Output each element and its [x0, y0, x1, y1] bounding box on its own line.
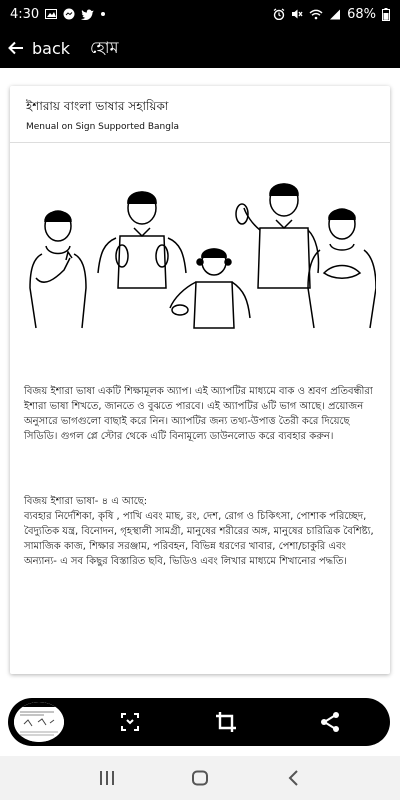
image-icon [45, 9, 57, 19]
mute-icon [291, 8, 303, 20]
recents-icon [98, 770, 116, 786]
info-card [10, 86, 390, 674]
share-button[interactable] [318, 710, 342, 734]
dot-icon [100, 11, 106, 17]
twitter-icon [81, 9, 94, 20]
share-icon [318, 710, 342, 734]
status-bar [0, 0, 400, 28]
system-nav-bar [0, 756, 400, 800]
crop-icon [214, 710, 238, 734]
card-title: ইশারায় বাংলা ভাষার সহায়িকা [26, 99, 169, 113]
alarm-icon [273, 8, 285, 20]
page-title: হোম [90, 37, 119, 57]
home-button[interactable] [188, 766, 212, 790]
back-button[interactable] [8, 39, 70, 58]
recents-button[interactable] [95, 766, 119, 790]
messenger-icon [63, 8, 75, 20]
battery-icon [382, 8, 390, 21]
signal-icon [329, 9, 341, 20]
arrow-left-icon [8, 41, 24, 55]
content-area [0, 68, 400, 696]
app-description: বিজয় ইশারা ভাষা একটি শিক্ষামূলক অ্যাপ। এই অ্যাপটির মাধ্যমে বাক ও শ্রবণ প্রতিবন্ধীরা ইশারা ভাষা শিখতে, জানতে ও বুঝতে পারবে। এই অ্যাপটির ৬টি ভাগ আছে। প্রয়োজন অনুসারে ভাগগুলো বাছাই করে নিন। অ্যাপটির জন্য তথ্য-উপাত্ত তৈরী করে দিয়েছে সিডিডি। গুগল প্লে স্টোর থেকে এটি বিনামূল্যে ডাউনলোড করে ব্যবহার করুন। [24, 386, 373, 442]
bottom-toolbar [8, 698, 390, 746]
scan-button[interactable] [118, 710, 142, 734]
thumbnail-preview [14, 702, 64, 742]
scan-icon [118, 710, 142, 734]
back-icon [287, 770, 299, 786]
app-bar [0, 28, 400, 68]
crop-button[interactable] [214, 710, 238, 734]
battery-percent: 68% [347, 6, 376, 22]
home-icon [191, 770, 209, 786]
wifi-icon [309, 9, 323, 20]
back-label: back [32, 38, 71, 58]
back-nav-button[interactable] [281, 766, 305, 790]
contents-list: ব্যবহার নির্দেশিকা, কৃষি , পাখি এবং মাছ, রং, দেশ, রোগ ও চিকিৎসা, পোশাক পরিচ্ছেদ, বৈদ্যুতিক যন্ত্র, বিনোদন, গৃহস্থালী সামগ্রী, মানুষের শরীরের অঙ্গ, মানুষের চারিত্রিক বৈশিষ্ট্য, সামাজিক কাজ, শিক্ষার সরঞ্জাম, পরিবহন, বিভিন্ন ধরণের খাবার, পেশা/চাকুরি এবং অন্যান্য- এ সব কিছুর বিস্তারিত ছবি, ভিডিও এবং লিখার মাধ্যমে শিখানোর পদ্ধতি। [24, 511, 374, 567]
status-time: 4:30 [10, 6, 40, 22]
contents-heading: বিজয় ইশারা ভাষা- ৪ এ আছে: [24, 496, 148, 507]
screenshot-thumbnail[interactable] [12, 700, 66, 744]
sign-language-illustration [24, 178, 376, 338]
card-subtitle: Menual on Sign Supported Bangla [26, 122, 179, 132]
card-header [10, 86, 390, 143]
